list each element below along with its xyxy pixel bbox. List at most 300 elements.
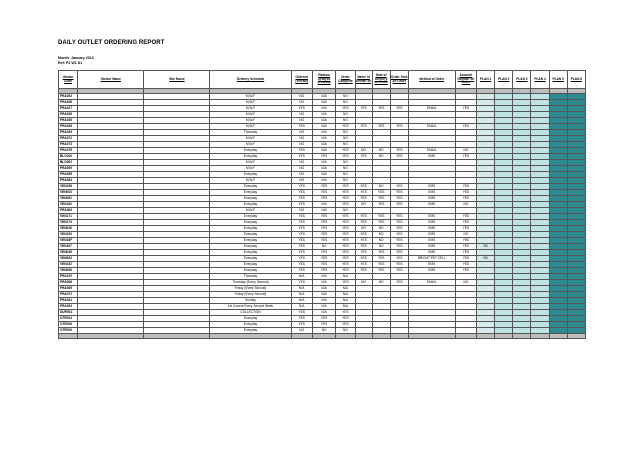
- table-cell: NO: [336, 130, 355, 136]
- table-cell: YES: [372, 106, 390, 112]
- table-cell: YES: [291, 154, 312, 160]
- table-cell: EMS: [408, 232, 455, 238]
- table-cell: PRA075: [59, 148, 78, 154]
- table-cell: M,W,F: [210, 166, 291, 172]
- table-cell: N/A: [312, 274, 335, 280]
- table-cell: Everyday: [210, 268, 291, 274]
- table-cell: NO: [355, 202, 372, 208]
- table-cell: YES: [372, 268, 390, 274]
- table-cell: YES: [291, 250, 312, 256]
- table-cell: N/A: [312, 118, 335, 124]
- table-cell: YES: [291, 316, 312, 322]
- table-cell: NO: [291, 166, 312, 172]
- table-cell: VEN152: [59, 262, 78, 268]
- table-cell: YES: [291, 184, 312, 190]
- table-cell: YES: [355, 184, 372, 190]
- column-header: PLAN 1: [477, 71, 495, 89]
- separator-cell: [78, 334, 144, 339]
- table-cell: NO: [291, 328, 312, 334]
- table-cell: VEN16F: [59, 238, 78, 244]
- table-cell: PRA028: [59, 124, 78, 130]
- table-cell: Everyday: [210, 328, 291, 334]
- table-cell: COLLECTION: [210, 310, 291, 316]
- table-cell: YES: [455, 262, 476, 268]
- table-cell: Everyday: [210, 190, 291, 196]
- table-cell: EMAIL: [408, 124, 455, 130]
- table-cell: PRA069: [59, 286, 78, 292]
- table-cell: VEN063: [59, 256, 78, 262]
- table-cell: NO: [372, 154, 390, 160]
- table-cell: NO: [336, 118, 355, 124]
- separator-cell: [495, 334, 513, 339]
- table-cell: NO: [291, 160, 312, 166]
- separator-cell: [531, 334, 549, 339]
- table-cell: EMS: [408, 262, 455, 268]
- table-cell: Everyday: [210, 220, 291, 226]
- table-cell: NO: [291, 112, 312, 118]
- table-cell: YES: [455, 124, 476, 130]
- table-cell: NO: [372, 226, 390, 232]
- table-header-row: [59, 71, 586, 89]
- table-cell: YES: [390, 238, 408, 244]
- table-cell: YES: [291, 190, 312, 196]
- table-cell: N/A: [312, 202, 335, 208]
- table-cell: YES: [312, 184, 335, 190]
- table-cell: NO: [312, 244, 335, 250]
- table-cell: YES: [291, 268, 312, 274]
- table-cell: YES: [291, 124, 312, 130]
- table-cell: YES: [355, 262, 372, 268]
- table-cell: YES: [312, 322, 335, 328]
- separator-cell: [549, 334, 567, 339]
- table-cell: Everyday: [210, 244, 291, 250]
- table-cell: YES: [312, 196, 335, 202]
- report-month: Month: January 2013: [58, 56, 94, 60]
- table-cell: NO: [372, 148, 390, 154]
- column-header: Method of Order: [408, 71, 455, 89]
- table-cell: EMS: [408, 190, 455, 196]
- table-cell: YES: [355, 106, 372, 112]
- table-cell: EMS: [408, 214, 455, 220]
- table-cell: YES: [312, 238, 335, 244]
- table-cell: NO: [455, 148, 476, 154]
- table-cell: NO: [336, 100, 355, 106]
- table-cell: YES: [372, 202, 390, 208]
- table-cell: Everyday: [210, 250, 291, 256]
- ordering-table: [58, 70, 586, 339]
- table-cell: VEN158: [59, 184, 78, 190]
- table-cell: NO: [291, 100, 312, 106]
- table-cell: Friday (Every Second): [210, 292, 291, 298]
- table-cell: M,W,F: [210, 112, 291, 118]
- table-cell: YES: [312, 214, 335, 220]
- table-cell: EMAIL: [408, 148, 455, 154]
- column-header: Vendor Name: [78, 71, 144, 89]
- table-cell: NO: [336, 112, 355, 118]
- table-cell: EMS: [408, 244, 455, 250]
- table-cell: N/A: [336, 292, 355, 298]
- table-cell: YES: [390, 262, 408, 268]
- table-cell: EMS: [408, 238, 455, 244]
- column-header: PLAN 5: [549, 71, 567, 89]
- separator-cell: [291, 334, 312, 339]
- table-cell: PRA008: [59, 280, 78, 286]
- table-cell: YES: [390, 190, 408, 196]
- column-header: PLAN 3: [513, 71, 531, 89]
- table-cell: YES: [355, 244, 372, 250]
- table-cell: YES: [372, 220, 390, 226]
- table-cell: N/A: [312, 100, 335, 106]
- table-cell: M,W,F: [210, 100, 291, 106]
- table-cell: YES: [336, 238, 355, 244]
- table-cell: M,W,F: [210, 208, 291, 214]
- table-cell: YES: [336, 148, 355, 154]
- table-cell: Sunday: [210, 298, 291, 304]
- table-cell: YES: [355, 196, 372, 202]
- table-cell: YES: [291, 148, 312, 154]
- table-cell: YES: [336, 220, 355, 226]
- table-cell: YES: [336, 226, 355, 232]
- table-cell: PRA003: [59, 304, 78, 310]
- table-cell: YES: [390, 154, 408, 160]
- table-cell: YES: [355, 124, 372, 130]
- table-cell: VEN048: [59, 250, 78, 256]
- table-cell: YES: [372, 214, 390, 220]
- table-cell: YES: [336, 256, 355, 262]
- table-cell: OTE004: [59, 316, 78, 322]
- table-cell: YES: [312, 226, 335, 232]
- table-cell: EMS: [408, 250, 455, 256]
- table-cell: PRA049: [59, 112, 78, 118]
- table-cell: PRA070: [59, 274, 78, 280]
- table-cell: N/A: [336, 304, 355, 310]
- table-cell: PRA071: [59, 292, 78, 298]
- table-cell: Everyday: [210, 202, 291, 208]
- table-cell: YES: [355, 238, 372, 244]
- table-cell: YES: [336, 232, 355, 238]
- table-cell: NO: [336, 208, 355, 214]
- table-cell: YES: [291, 310, 312, 316]
- table-cell: NO: [291, 118, 312, 124]
- separator-cell: [312, 334, 335, 339]
- column-header: Vendor Code: [59, 71, 78, 89]
- table-cell: VEN182: [59, 202, 78, 208]
- table-cell: Everyday: [210, 196, 291, 202]
- table-cell: PRA063: [59, 208, 78, 214]
- column-header: Site Name: [144, 71, 210, 89]
- table-cell: YES: [355, 220, 372, 226]
- table-cell: YES: [336, 124, 355, 130]
- table-cell: YES: [390, 202, 408, 208]
- table-cell: M,W,F: [210, 136, 291, 142]
- separator-cell: [390, 334, 408, 339]
- table-cell: YES: [291, 256, 312, 262]
- table-cell: YES: [372, 256, 390, 262]
- table-cell: YES: [291, 202, 312, 208]
- table-cell: DUR001: [59, 310, 78, 316]
- table-cell: YES: [291, 214, 312, 220]
- table-cell: NO: [372, 280, 390, 286]
- table-cell: N/A: [291, 274, 312, 280]
- table-cell: NO: [291, 142, 312, 148]
- table-cell: YES: [455, 238, 476, 244]
- table-cell: VEN096: [59, 268, 78, 274]
- table-cell: PRA041: [59, 298, 78, 304]
- table-cell: NO: [312, 328, 335, 334]
- table-cell: YES: [390, 250, 408, 256]
- table-cell: YES: [355, 232, 372, 238]
- table-cell: YES: [390, 106, 408, 112]
- table-cell: M,W,F: [210, 124, 291, 130]
- table-cell: YES: [336, 202, 355, 208]
- table-cell: YES: [336, 250, 355, 256]
- table-cell: 1st Correct Every Second Week: [210, 304, 291, 310]
- column-header: Order Sent on Order: [390, 71, 408, 89]
- table-cell: NO: [291, 130, 312, 136]
- table-cell: NO: [336, 136, 355, 142]
- table-cell: M,W,F: [210, 94, 291, 100]
- table-cell: YES: [455, 184, 476, 190]
- table-cell: N/A: [312, 160, 335, 166]
- table-cell: YES: [355, 256, 372, 262]
- separator-cell: [408, 334, 455, 339]
- separator-cell: [355, 334, 372, 339]
- table-cell: PRA027: [59, 106, 78, 112]
- table-cell: Everyday: [210, 238, 291, 244]
- table-cell: N/A: [291, 304, 312, 310]
- table-cell: NO: [336, 94, 355, 100]
- table-cell: M,W,F: [210, 118, 291, 124]
- table-cell: N/A: [312, 148, 335, 154]
- table-cell: YES: [291, 196, 312, 202]
- table-cell: Thursday: [210, 130, 291, 136]
- table-cell: BLO010: [59, 154, 78, 160]
- table-cell: YES: [312, 262, 335, 268]
- table-cell: YES: [455, 244, 476, 250]
- table-cell: NO: [291, 172, 312, 178]
- table-cell: N/A: [312, 106, 335, 112]
- table-cell: N/A: [291, 292, 312, 298]
- table-cell: N/A: [291, 286, 312, 292]
- table-cell: YES: [455, 220, 476, 226]
- table-cell: NO: [336, 328, 355, 334]
- table-cell: Thursday (Every Second): [210, 280, 291, 286]
- column-header: Delivery Schedule: [210, 71, 291, 89]
- table-cell: N/A: [291, 298, 312, 304]
- table-cell: NO: [372, 238, 390, 244]
- table-cell: M,W,F: [210, 178, 291, 184]
- table-cell: VEN174: [59, 220, 78, 226]
- table-cell: PRA064: [59, 178, 78, 184]
- table-cell: N/A: [336, 286, 355, 292]
- separator-cell: [513, 334, 531, 339]
- table-cell: YES: [291, 322, 312, 328]
- table-cell: YES: [390, 232, 408, 238]
- table-cell: YES: [336, 322, 355, 328]
- table-cell: NO: [336, 160, 355, 166]
- table-cell: N/A: [312, 304, 335, 310]
- table-cell: YES: [390, 268, 408, 274]
- column-header: PLAN 2: [495, 71, 513, 89]
- table-cell: YES: [336, 244, 355, 250]
- table-cell: NO: [455, 232, 476, 238]
- table-cell: VEN003: [59, 190, 78, 196]
- table-cell: NO: [336, 172, 355, 178]
- table-cell: YES: [312, 232, 335, 238]
- table-cell: PRA073: [59, 142, 78, 148]
- report-ref: Ref: P2 W1 D1: [58, 61, 83, 65]
- separator-cell: [372, 334, 390, 339]
- table-cell: YES: [455, 214, 476, 220]
- table-cell: EMAIL: [408, 106, 455, 112]
- table-cell: BS: [477, 244, 495, 250]
- separator-row: [59, 334, 586, 339]
- table-cell: N/A: [312, 130, 335, 136]
- table-cell: YES: [390, 244, 408, 250]
- table-cell: YES: [336, 316, 355, 322]
- table-cell: YES: [455, 256, 476, 262]
- table-cell: OTE009: [59, 328, 78, 334]
- table-cell: YES: [336, 106, 355, 112]
- table-cell: PRA002: [59, 94, 78, 100]
- table-cell: YES: [390, 184, 408, 190]
- table-cell: YES: [312, 316, 335, 322]
- table-cell: N/A: [312, 112, 335, 118]
- table-cell: M,W,F: [210, 106, 291, 112]
- table-cell: BS: [477, 256, 495, 262]
- table-cell: YES: [390, 256, 408, 262]
- table-cell: YES: [372, 196, 390, 202]
- table-cell: BRIGHT PST CELL: [408, 256, 455, 262]
- column-header: PLAN 6: [567, 71, 585, 89]
- table-cell: YES: [355, 154, 372, 160]
- table-cell: EMAIL: [408, 280, 455, 286]
- table-cell: VEN082: [59, 196, 78, 202]
- table-cell: YES: [336, 196, 355, 202]
- table-cell: NO: [336, 142, 355, 148]
- table-cell: YES: [455, 190, 476, 196]
- table-cell: NO: [355, 226, 372, 232]
- table-cell: Everyday: [210, 148, 291, 154]
- table-cell: YES: [336, 280, 355, 286]
- table-cell: YES: [312, 154, 335, 160]
- table-cell: YES: [291, 238, 312, 244]
- table-cell: N/A: [312, 136, 335, 142]
- table-cell: EMS: [408, 202, 455, 208]
- table-cell: Everyday: [210, 172, 291, 178]
- table-cell: M,W,F: [210, 160, 291, 166]
- table-cell: VEN171: [59, 214, 78, 220]
- table-cell: N/A: [312, 310, 335, 316]
- table-cell: Everyday: [210, 184, 291, 190]
- table-cell: PRA072: [59, 136, 78, 142]
- table-cell: EMS: [408, 268, 455, 274]
- table-cell: YES: [390, 148, 408, 154]
- table-cell: YES: [390, 196, 408, 202]
- column-header: Date of Delivery on Order: [372, 71, 390, 89]
- table-cell: YES: [455, 196, 476, 202]
- table-cell: Everyday: [210, 154, 291, 160]
- table-cell: YES: [455, 106, 476, 112]
- separator-cell: [59, 334, 78, 339]
- table-cell: YES: [455, 268, 476, 274]
- table-cell: YES: [355, 250, 372, 256]
- table-cell: Everyday: [210, 322, 291, 328]
- table-cell: YES: [336, 184, 355, 190]
- table-cell: NO: [455, 280, 476, 286]
- table-cell: YES: [312, 190, 335, 196]
- table-cell: YES: [312, 256, 335, 262]
- table-cell: YES: [291, 280, 312, 286]
- table-cell: YES: [390, 124, 408, 130]
- table-cell: NO: [372, 244, 390, 250]
- column-header: Ordered (Yes/No): [291, 71, 312, 89]
- table-cell: NO: [355, 148, 372, 154]
- table-cell: PRA025: [59, 118, 78, 124]
- table-cell: OTE008: [59, 322, 78, 328]
- table-cell: Thursday: [210, 274, 291, 280]
- column-header: Reason Ordered (Yes/No): [312, 71, 335, 89]
- column-header: PLAN 4: [531, 71, 549, 89]
- table-cell: Everyday: [210, 316, 291, 322]
- table-cell: YES: [291, 226, 312, 232]
- table-cell: YES: [291, 220, 312, 226]
- table-cell: Everyday: [210, 226, 291, 232]
- table-cell: YES: [312, 268, 335, 274]
- separator-cell: [210, 334, 291, 339]
- column-header: Account Number on Order: [455, 71, 476, 89]
- separator-cell: [567, 334, 585, 339]
- table-cell: YES: [455, 250, 476, 256]
- table-cell: N/A: [312, 142, 335, 148]
- separator-cell: [144, 334, 210, 339]
- table-cell: YES: [372, 250, 390, 256]
- table-cell: YES: [312, 250, 335, 256]
- column-header: Name of Sender on: [355, 71, 372, 89]
- table-cell: BLO002: [59, 160, 78, 166]
- table-cell: N/A: [312, 178, 335, 184]
- table-cell: VEN167: [59, 244, 78, 250]
- table-cell: YES: [336, 262, 355, 268]
- table-cell: N/A: [312, 172, 335, 178]
- table-cell: NO: [355, 280, 372, 286]
- table-cell: YES: [372, 262, 390, 268]
- table-cell: N/A: [336, 298, 355, 304]
- table-cell: EMS: [408, 184, 455, 190]
- table-cell: YES: [312, 220, 335, 226]
- table-cell: YES: [355, 268, 372, 274]
- table-cell: PRA055: [59, 172, 78, 178]
- table-cell: YES: [336, 190, 355, 196]
- table-cell: YES: [355, 190, 372, 196]
- table-cell: PRA009: [59, 166, 78, 172]
- table-cell: NO: [336, 178, 355, 184]
- table-cell: M,W,F: [210, 142, 291, 148]
- table-cell: NO: [291, 94, 312, 100]
- table-cell: YES: [291, 244, 312, 250]
- table-cell: N/A: [312, 292, 335, 298]
- table-cell: N/A: [312, 94, 335, 100]
- table-cell: Everyday: [210, 262, 291, 268]
- table-cell: N/A: [312, 298, 335, 304]
- table-cell: YES: [372, 190, 390, 196]
- table-cell: YES: [390, 214, 408, 220]
- table-cell: N/A: [336, 274, 355, 280]
- table-cell: YES: [336, 310, 355, 316]
- table-cell: N/A: [312, 166, 335, 172]
- table-cell: YES: [390, 280, 408, 286]
- table-cell: NO: [291, 136, 312, 142]
